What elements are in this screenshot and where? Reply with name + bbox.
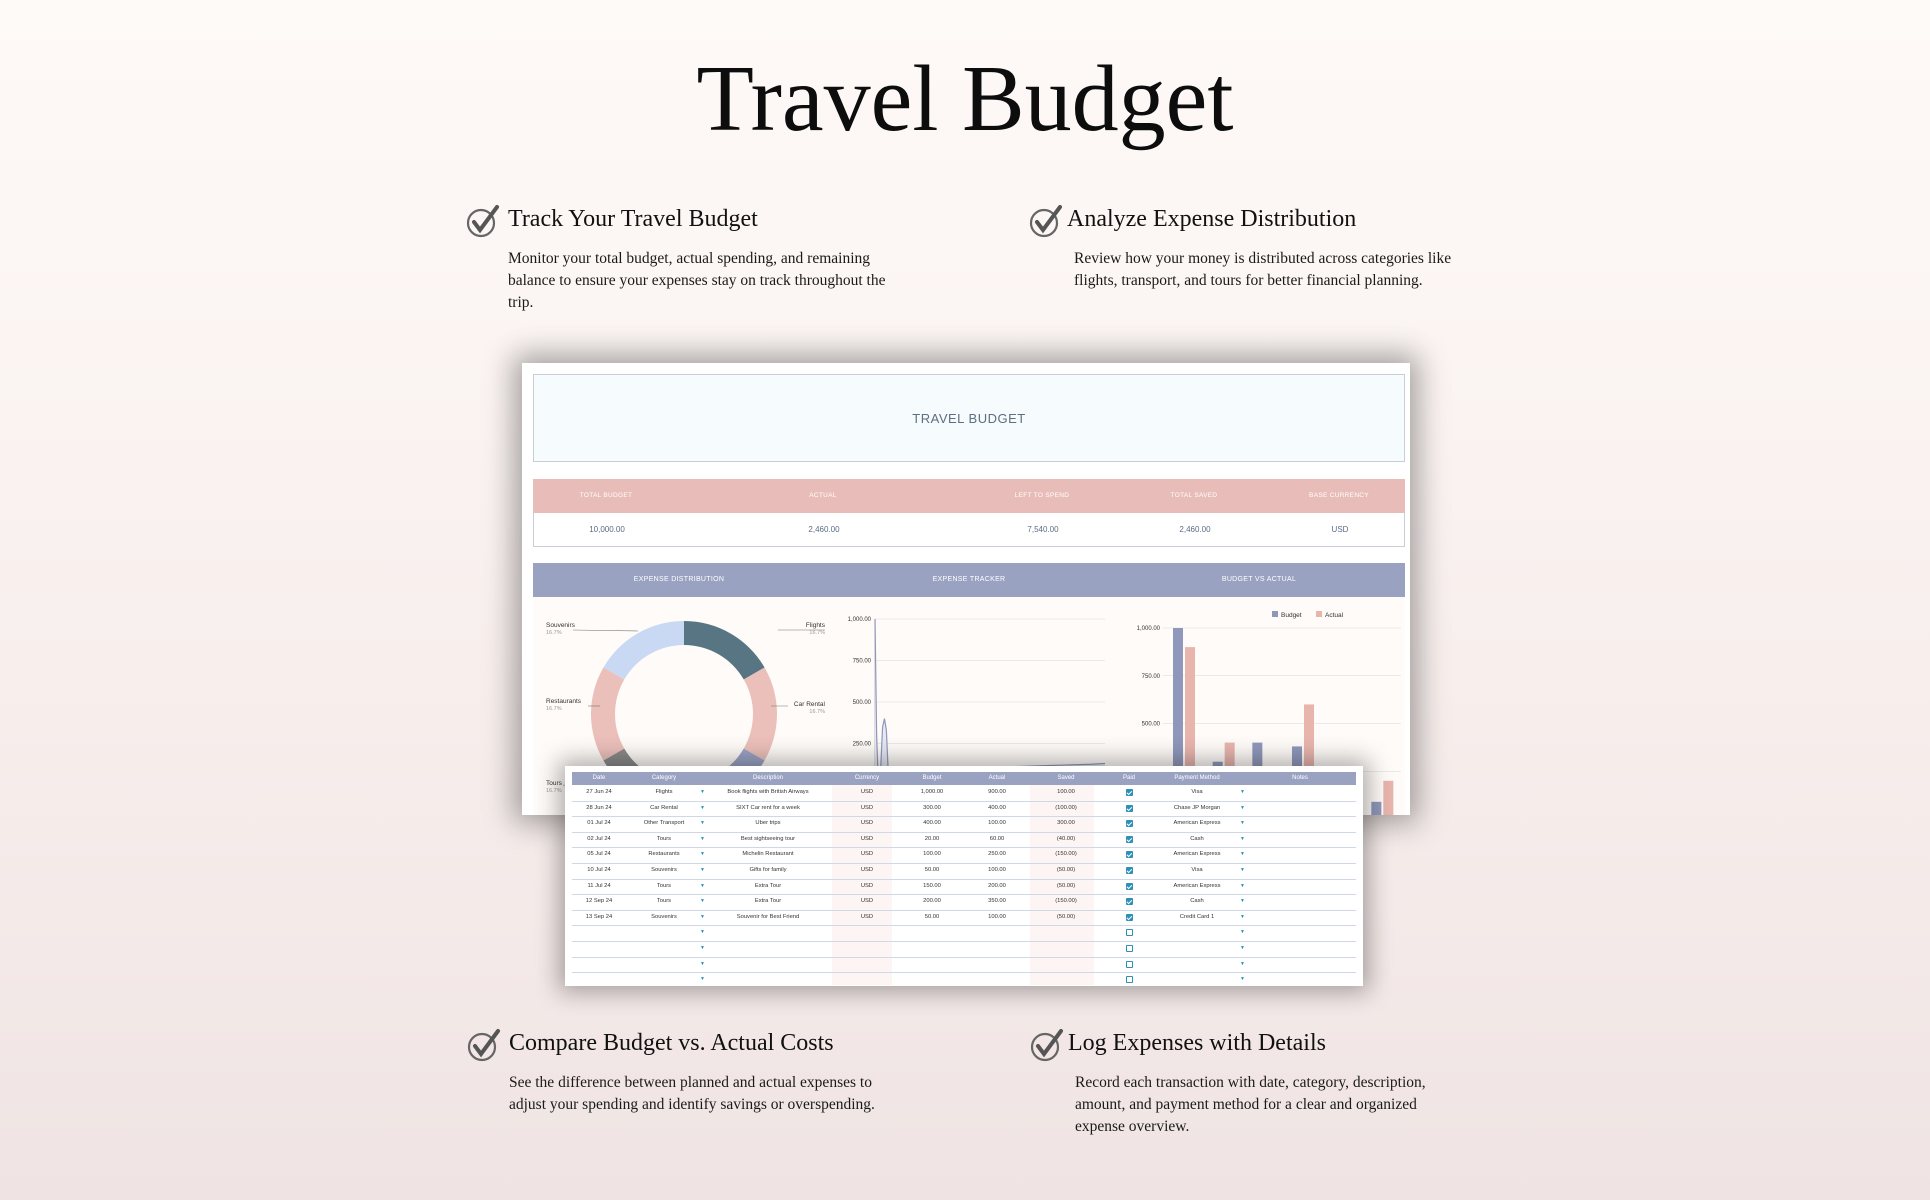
dropdown-arrow-icon[interactable]: ▼	[1240, 929, 1245, 936]
cell-description[interactable]: Best sightseeing tour	[740, 835, 796, 842]
cell-category[interactable]: Flights	[655, 789, 673, 795]
cell-method[interactable]: Chase JP Morgan	[1173, 804, 1221, 811]
cell-category[interactable]: Souvenirs	[651, 867, 677, 873]
dropdown-arrow-icon[interactable]: ▼	[1240, 851, 1245, 858]
column-header[interactable]: Category	[651, 775, 677, 781]
pie-percent-label: 16.7%	[809, 630, 825, 636]
cell-budget[interactable]: 50.00	[924, 867, 940, 873]
cell-currency[interactable]: USD	[860, 789, 874, 795]
table-row[interactable]	[572, 847, 1356, 864]
y-tick-label: 750.00	[852, 658, 871, 665]
pie-percent-label: 16.7%	[546, 788, 562, 794]
expense-line	[875, 619, 1105, 784]
summary-value[interactable]: 10,000.00	[589, 525, 625, 534]
checkmark-icon	[467, 1028, 501, 1062]
dropdown-arrow-icon[interactable]: ▼	[700, 882, 705, 889]
cell-description[interactable]: Michelin Restaurant	[742, 851, 794, 858]
cell-method[interactable]: American Express	[1173, 820, 1221, 827]
summary-value-row	[533, 513, 1405, 547]
bar-actual	[1383, 781, 1393, 815]
feature-title: Compare Budget vs. Actual Costs	[509, 1030, 834, 1056]
cell-description[interactable]: Gifts for family	[749, 867, 787, 873]
cell-method[interactable]: American Express	[1173, 882, 1221, 889]
cell-description[interactable]: Book flights with British Airways	[727, 789, 809, 795]
cell-actual[interactable]: 350.00	[988, 898, 1006, 905]
cell-budget[interactable]: 150.00	[923, 882, 941, 889]
paid-checkbox[interactable]	[1126, 929, 1133, 936]
paid-checkbox[interactable]	[1126, 789, 1133, 796]
feature-description: Record each transaction with date, category, description, amount, and payment method for a clear and organized expense overview.	[1075, 1074, 1426, 1135]
cell-date[interactable]: 02 Jul 24	[587, 835, 611, 842]
summary-label: TOTAL SAVED	[1170, 492, 1218, 499]
cell-budget[interactable]: 300.00	[923, 804, 941, 811]
cell-description[interactable]: Souvenir for Best Friend	[736, 913, 800, 920]
paid-checkbox[interactable]	[1126, 961, 1133, 968]
feature-title: Track Your Travel Budget	[508, 206, 758, 232]
y-tick-label: 1,000.00	[847, 617, 871, 623]
pie-category-label: Restaurants	[546, 698, 582, 705]
pie-category-label: Tours	[546, 780, 562, 787]
summary-value[interactable]: 7,540.00	[1027, 525, 1059, 534]
expense-log-sheet	[565, 766, 1363, 986]
summary-value[interactable]: 2,460.00	[1179, 525, 1211, 534]
cell-method[interactable]: Credit Card 1	[1179, 913, 1215, 920]
cell-actual[interactable]: 400.00	[988, 804, 1006, 811]
dropdown-arrow-icon[interactable]: ▼	[700, 960, 705, 967]
cell-date[interactable]: 05 Jul 24	[587, 851, 611, 858]
paid-checkbox[interactable]	[1126, 898, 1133, 905]
cell-date[interactable]: 13 Sep 24	[585, 913, 613, 920]
pie-percent-label: 16.7%	[546, 706, 562, 712]
cell-currency[interactable]: USD	[860, 851, 874, 858]
page-title: Travel Budget	[696, 47, 1234, 151]
paid-checkbox[interactable]	[1126, 805, 1133, 812]
pie-category-label: Car Rental	[793, 701, 825, 708]
dropdown-arrow-icon[interactable]: ▼	[700, 820, 705, 827]
paid-checkbox[interactable]	[1126, 976, 1133, 983]
dropdown-arrow-icon[interactable]: ▼	[1240, 789, 1245, 795]
dropdown-arrow-icon[interactable]: ▼	[700, 945, 705, 951]
table-row[interactable]	[572, 785, 1356, 802]
y-tick-label: 1,000.00	[1136, 626, 1160, 632]
feature-description: See the difference between planned and actual expenses to adjust your spending and identify savings or overspending.	[509, 1074, 875, 1113]
cell-currency[interactable]: USD	[860, 804, 874, 811]
column-header[interactable]: Description	[752, 775, 784, 781]
column-header[interactable]: Notes	[1292, 775, 1308, 781]
cell-date[interactable]: 10 Jul 24	[587, 867, 611, 873]
cell-currency[interactable]: USD	[860, 882, 874, 889]
cell-category[interactable]: Tours	[656, 898, 672, 905]
cell-category[interactable]: Restaurants	[648, 851, 680, 858]
summary-value[interactable]: USD	[1331, 525, 1349, 534]
dropdown-arrow-icon[interactable]: ▼	[1240, 976, 1245, 983]
feature-title: Log Expenses with Details	[1068, 1030, 1326, 1056]
summary-value[interactable]: 2,460.00	[808, 525, 840, 534]
legend-label: Budget	[1281, 612, 1302, 619]
cell-saved[interactable]: (150.00)	[1055, 898, 1077, 905]
checkmark-icon	[1029, 204, 1063, 238]
dropdown-arrow-icon[interactable]: ▼	[1240, 804, 1245, 811]
table-header	[572, 772, 1356, 785]
dashboard-header: TRAVEL BUDGET	[533, 374, 1405, 462]
cell-saved[interactable]: (100.00)	[1055, 804, 1077, 811]
dropdown-arrow-icon[interactable]: ▼	[700, 867, 705, 873]
cell-actual[interactable]: 900.00	[988, 789, 1006, 795]
cell-method[interactable]: Cash	[1190, 898, 1204, 905]
cell-currency[interactable]: USD	[860, 898, 874, 905]
table-row[interactable]	[572, 801, 1356, 818]
dropdown-arrow-icon[interactable]: ▼	[1240, 835, 1245, 842]
cell-actual[interactable]: 100.00	[988, 820, 1006, 827]
cell-budget[interactable]: 100.00	[923, 851, 941, 858]
paid-checkbox[interactable]	[1126, 945, 1133, 952]
column-header[interactable]: Actual	[988, 775, 1006, 781]
dropdown-arrow-icon[interactable]: ▼	[700, 835, 705, 842]
cell-category[interactable]: Tours	[656, 882, 672, 889]
feature-description: Monitor your total budget, actual spending, and remaining balance to ensure your expenses stay on track throughout the trip.	[508, 250, 886, 311]
column-header[interactable]: Date	[592, 775, 606, 781]
y-tick-label: 500.00	[852, 700, 871, 706]
table-row[interactable]	[572, 972, 1356, 986]
summary-label: ACTUAL	[809, 492, 837, 499]
cell-currency[interactable]: USD	[860, 835, 874, 842]
cell-category[interactable]: Tours	[656, 835, 672, 842]
y-tick-label: 750.00	[1141, 673, 1160, 680]
dropdown-arrow-icon[interactable]: ▼	[1240, 820, 1245, 827]
section-label: EXPENSE DISTRIBUTION	[633, 576, 725, 583]
cell-description[interactable]: Extra Tour	[754, 882, 782, 889]
dropdown-arrow-icon[interactable]: ▼	[700, 898, 705, 905]
table-row[interactable]	[572, 863, 1356, 880]
cell-category[interactable]: Car Rental	[650, 804, 678, 811]
pie-category-label: Souvenirs	[546, 622, 575, 629]
cell-actual[interactable]: 60.00	[989, 835, 1005, 842]
pie-slice	[591, 668, 624, 761]
cell-saved[interactable]: 100.00	[1057, 789, 1075, 795]
legend-swatch	[1272, 611, 1278, 617]
pie-slice	[684, 621, 765, 680]
checkmark-icon	[466, 204, 500, 238]
cell-currency[interactable]: USD	[860, 820, 874, 827]
cell-date[interactable]: 28 Jun 24	[586, 804, 612, 811]
cell-method[interactable]: Visa	[1191, 867, 1203, 873]
cell-date[interactable]: 27 Jun 24	[586, 789, 612, 795]
cell-currency[interactable]: USD	[860, 867, 874, 873]
cell-actual[interactable]: 100.00	[988, 867, 1006, 873]
paid-checkbox[interactable]	[1126, 820, 1133, 827]
cell-saved[interactable]: (50.00)	[1056, 882, 1076, 889]
dropdown-arrow-icon[interactable]: ▼	[1240, 960, 1245, 967]
dropdown-arrow-icon[interactable]: ▼	[700, 804, 705, 811]
legend-swatch	[1316, 611, 1322, 617]
dropdown-arrow-icon[interactable]: ▼	[1240, 867, 1245, 873]
pie-slice	[744, 668, 777, 761]
dropdown-arrow-icon[interactable]: ▼	[700, 913, 705, 920]
feature-title: Analyze Expense Distribution	[1067, 206, 1357, 232]
cell-category[interactable]: Other Transport	[643, 820, 685, 827]
section-label: BUDGET VS ACTUAL	[1221, 576, 1297, 583]
cell-budget[interactable]: 400.00	[923, 820, 941, 827]
cell-description[interactable]: Uber trips	[755, 820, 781, 827]
cell-actual[interactable]: 200.00	[988, 882, 1006, 889]
pie-percent-label: 16.7%	[546, 630, 562, 636]
pie-category-label: Flights	[805, 622, 825, 629]
chart-section-header	[533, 563, 1405, 597]
column-header[interactable]: Budget	[922, 775, 942, 781]
cell-date[interactable]: 01 Jul 24	[587, 820, 611, 827]
section-label: EXPENSE TRACKER	[932, 576, 1006, 583]
column-header[interactable]: Payment Method	[1174, 775, 1220, 781]
paid-checkbox[interactable]	[1126, 883, 1133, 890]
cell-saved[interactable]: (50.00)	[1056, 867, 1076, 873]
cell-method[interactable]: Cash	[1190, 835, 1204, 842]
cell-saved[interactable]: (150.00)	[1055, 851, 1077, 858]
column-header[interactable]: Paid	[1122, 775, 1136, 781]
table-row[interactable]	[572, 910, 1356, 927]
dropdown-arrow-icon[interactable]: ▼	[1240, 945, 1245, 951]
table-row[interactable]	[572, 879, 1356, 896]
paid-checkbox[interactable]	[1126, 867, 1133, 874]
table-row[interactable]	[572, 894, 1356, 911]
dropdown-arrow-icon[interactable]: ▼	[700, 929, 705, 936]
cell-actual[interactable]: 250.00	[988, 851, 1006, 858]
summary-label: LEFT TO SPEND	[1014, 492, 1070, 499]
dropdown-arrow-icon[interactable]: ▼	[700, 976, 705, 983]
column-header[interactable]: Currency	[854, 775, 880, 781]
cell-date[interactable]: 11 Jul 24	[587, 882, 611, 889]
cell-method[interactable]: American Express	[1173, 851, 1221, 858]
table-row[interactable]	[572, 957, 1356, 974]
cell-budget[interactable]: 20.00	[924, 835, 940, 842]
paid-checkbox[interactable]	[1126, 836, 1133, 843]
legend-label: Actual	[1325, 612, 1344, 619]
y-tick-label: 500.00	[1141, 721, 1160, 728]
summary-header-row	[533, 479, 1405, 513]
summary-label: TOTAL BUDGET	[579, 492, 633, 499]
dropdown-arrow-icon[interactable]: ▼	[1240, 882, 1245, 889]
cell-date[interactable]: 12 Sep 24	[585, 898, 613, 905]
y-tick-label: 250.00	[852, 741, 871, 748]
column-header[interactable]: Saved	[1057, 775, 1075, 781]
dropdown-arrow-icon[interactable]: ▼	[1240, 913, 1245, 920]
cell-budget[interactable]: 200.00	[923, 898, 941, 905]
table-row[interactable]	[572, 816, 1356, 833]
cell-budget[interactable]: 1,000.00	[920, 789, 944, 795]
cell-saved[interactable]: (50.00)	[1056, 913, 1076, 920]
pie-percent-label: 16.7%	[809, 709, 825, 715]
summary-label: BASE CURRENCY	[1309, 492, 1369, 499]
pie-leader-line	[573, 630, 638, 631]
cell-category[interactable]: Souvenirs	[651, 913, 677, 920]
table-row[interactable]	[572, 925, 1356, 942]
dashboard-sheet	[522, 363, 1410, 815]
checkmark-icon	[1030, 1028, 1064, 1062]
cell-description[interactable]: Extra Tour	[754, 898, 782, 905]
cell-description[interactable]: SIXT Car rent for a week	[736, 804, 800, 811]
cell-method[interactable]: Visa	[1191, 789, 1203, 795]
pie-slice	[603, 621, 684, 680]
cell-currency[interactable]: USD	[860, 913, 874, 920]
table-row[interactable]	[572, 941, 1356, 958]
dropdown-arrow-icon[interactable]: ▼	[700, 789, 705, 795]
table-row[interactable]	[572, 832, 1356, 849]
cell-budget[interactable]: 50.00	[924, 913, 940, 920]
dropdown-arrow-icon[interactable]: ▼	[700, 851, 705, 858]
paid-checkbox[interactable]	[1126, 914, 1133, 921]
feature-description: Review how your money is distributed across categories like flights, transport, and tours for better financial planning.	[1074, 250, 1452, 289]
cell-saved[interactable]: 300.00	[1057, 820, 1075, 827]
paid-checkbox[interactable]	[1126, 851, 1133, 858]
dropdown-arrow-icon[interactable]: ▼	[1240, 898, 1245, 905]
cell-actual[interactable]: 100.00	[988, 913, 1006, 920]
cell-saved[interactable]: (40.00)	[1056, 835, 1076, 842]
bar-budget	[1371, 802, 1381, 815]
